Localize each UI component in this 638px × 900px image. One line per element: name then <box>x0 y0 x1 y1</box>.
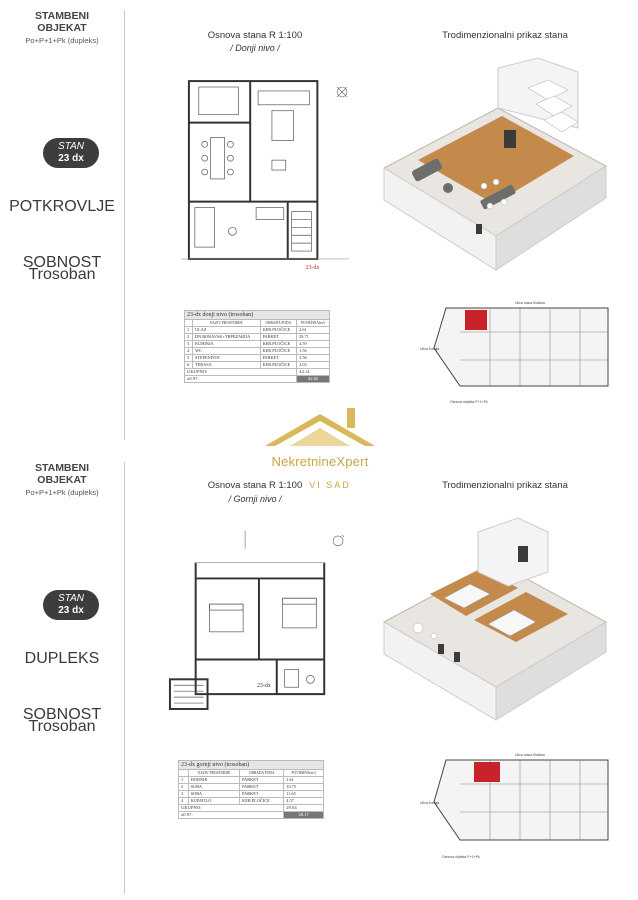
table-caption: 23-dx gornji nivo (trosoban) <box>179 761 324 770</box>
table-cell: PARKET <box>240 784 284 791</box>
table-cell: 6 <box>185 362 193 369</box>
table-cell: 10.75 <box>284 784 324 791</box>
view-title: Trodimenzionalni prikaz stana <box>442 30 568 41</box>
table-cell: KER.PLOČICE <box>260 362 297 369</box>
building-title-2: OBJEKAT <box>37 474 87 486</box>
divider-line <box>124 462 125 894</box>
apartment-badge <box>43 590 99 620</box>
table-cell: 2 <box>179 784 189 791</box>
plan-title: Osnova stana R 1:100 <box>207 30 303 41</box>
table-cell: PARKET <box>240 791 284 798</box>
table-header <box>179 770 189 777</box>
table-cell: KUPATILO <box>188 798 239 805</box>
table-cell: 4 <box>179 798 189 805</box>
table-cell: 11.65 <box>284 791 324 798</box>
table-cell: 2.61 <box>297 327 330 334</box>
table-caption: 23-dx donji nivo (trosoban) <box>185 311 330 320</box>
plan-subtitle: / Gornji nivo / <box>228 494 282 504</box>
table-cell: KER.PLOČICE <box>260 327 297 334</box>
table-header: OBRADA PODA <box>240 770 284 777</box>
building-title: STAMBENI <box>34 10 90 22</box>
factor-label: x0.97: <box>185 376 297 383</box>
table-factor-row <box>185 376 330 383</box>
side-heading <box>0 462 124 497</box>
badge-number: 23 dx <box>58 153 84 164</box>
location-street-left: Ulica Kolinja <box>420 347 440 351</box>
table-cell: 2.03 <box>297 362 330 369</box>
table-cell: PARKET <box>260 355 297 362</box>
table-cell: 1 <box>185 327 193 334</box>
table-cell: 3.56 <box>297 355 330 362</box>
table-cell: 4.59 <box>297 341 330 348</box>
table-cell: HODNIK <box>188 777 239 784</box>
plan-subtitle: / Donji nivo / <box>230 43 280 53</box>
badge-number: 23 dx <box>58 605 84 616</box>
watermark <box>245 406 395 471</box>
plan-unit-label: 23-dx <box>256 683 271 690</box>
floor-level: POTKROVLJE <box>9 198 115 215</box>
table-row <box>179 784 324 791</box>
factor-value: 42.82 <box>297 376 330 383</box>
table-cell: 2.61 <box>284 777 324 784</box>
floor-level: DUPLEKS <box>24 650 100 667</box>
table-cell: 5 <box>185 355 193 362</box>
table-header <box>185 320 193 327</box>
watermark-city: VI SAD <box>309 480 351 490</box>
table-row <box>185 348 330 355</box>
table-header: OBRADA PODA <box>260 320 297 327</box>
table-cell: 29.71 <box>297 334 330 341</box>
table-row <box>185 334 330 341</box>
table-header: NAZIV PROSTORIJE <box>193 320 261 327</box>
table-row <box>185 341 330 348</box>
sobnost-label: SOBNOST <box>22 706 102 723</box>
table-total-row <box>179 805 324 812</box>
divider-line <box>124 10 125 440</box>
table-cell: STEPENIŠTE <box>193 355 261 362</box>
table-row <box>179 777 324 784</box>
brand-roof-logo <box>255 406 385 448</box>
location-map-upper <box>420 748 615 866</box>
table-cell: DN.BORAVAK+TRPEZARIJA <box>193 334 261 341</box>
table-row <box>179 798 324 805</box>
table-cell: 4.57 <box>284 798 324 805</box>
table-cell: 1.56 <box>297 348 330 355</box>
table-row <box>179 791 324 798</box>
location-map-lower <box>420 298 615 410</box>
3d-view-lower <box>378 48 610 278</box>
building-subtitle: Po+P+1+Pk (dupleks) <box>25 36 99 45</box>
3d-view-upper <box>378 512 610 727</box>
location-street-top: Ulica Ivana Boldiza <box>515 753 545 757</box>
table-row <box>185 362 330 369</box>
table-cell: SOBA <box>188 791 239 798</box>
plan-unit-label: 23-dx <box>305 264 320 271</box>
apartment-badge <box>43 138 99 168</box>
table-cell: 2 <box>185 334 193 341</box>
table-cell: KER.PLOČICE <box>260 341 297 348</box>
plan-title: Osnova stana R 1:100 <box>207 480 303 491</box>
floor-plan-upper <box>165 520 345 715</box>
total-value: 44.14 <box>297 369 330 376</box>
room-count: Trosoban <box>28 266 96 283</box>
room-count: Trosoban <box>28 718 96 735</box>
room-table-lower <box>184 310 330 383</box>
table-row <box>185 355 330 362</box>
table-cell: 1 <box>179 777 189 784</box>
table-header: POVRŠINA(m²) <box>284 770 324 777</box>
table-cell: WC <box>193 348 261 355</box>
location-street-top: Ulica Ivana Boldiza <box>515 301 545 305</box>
table-cell: KER.PLOČICE <box>240 798 284 805</box>
table-cell: 4 <box>185 348 193 355</box>
building-title: STAMBENI <box>34 462 90 474</box>
table-cell: PARKET <box>260 334 297 341</box>
table-cell: KER.PLOČICE <box>260 348 297 355</box>
table-factor-row <box>179 812 324 819</box>
location-caption: Osnova objekta P+1+Pk <box>450 400 488 404</box>
table-cell: 3 <box>185 341 193 348</box>
brand-name: NekretnineXpert <box>271 454 369 469</box>
table-cell: 3 <box>179 791 189 798</box>
total-label: UKUPNO: <box>179 805 284 812</box>
room-table-upper <box>178 760 324 819</box>
factor-label: x0.97: <box>179 812 284 819</box>
table-cell: KUHINJA <box>193 341 261 348</box>
table-cell: SOBA <box>188 784 239 791</box>
table-header: POVRŠINA(m²) <box>297 320 330 327</box>
table-row <box>185 327 330 334</box>
location-caption: Osnova objekta P+1+Pk <box>442 855 480 859</box>
badge-label: STAN <box>58 593 84 604</box>
building-subtitle: Po+P+1+Pk (dupleks) <box>25 488 99 497</box>
building-title-2: OBJEKAT <box>37 22 87 34</box>
badge-label: STAN <box>58 141 84 152</box>
table-total-row <box>185 369 330 376</box>
table-header: NAZIV PROSTORIJE <box>188 770 239 777</box>
sobnost-label: SOBNOST <box>22 254 102 271</box>
floor-plan-lower <box>180 62 350 282</box>
side-heading <box>0 10 124 45</box>
location-street-left: Ulica Kolinja <box>420 801 440 805</box>
table-cell: TERASA <box>193 362 261 369</box>
total-label: UKUPNO: <box>185 369 297 376</box>
total-value: 29.04 <box>284 805 324 812</box>
factor-value: 28.17 <box>284 812 324 819</box>
table-cell: ULAZ <box>193 327 261 334</box>
view-title: Trodimenzionalni prikaz stana <box>442 480 568 491</box>
table-cell: PARKET <box>240 777 284 784</box>
